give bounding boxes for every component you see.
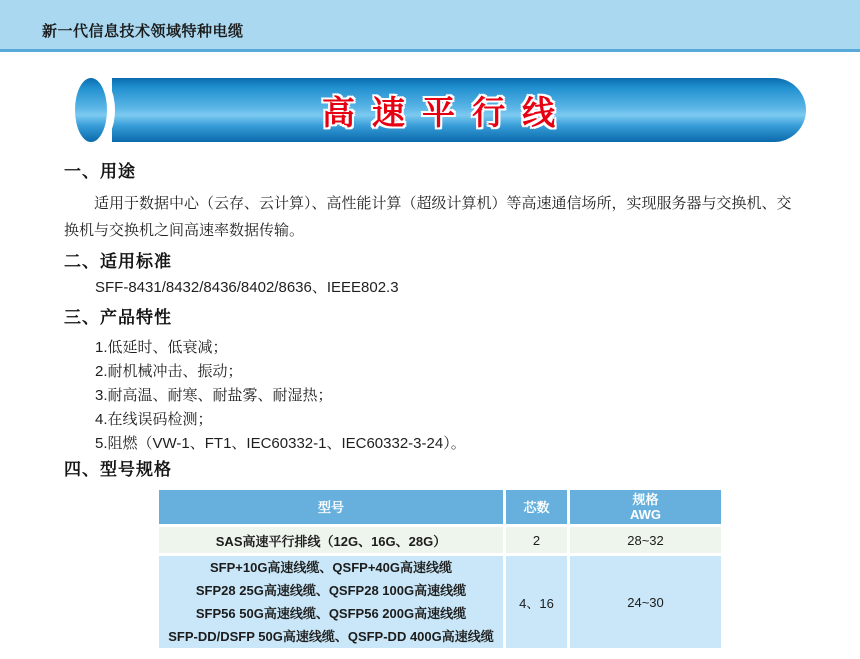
usage-paragraph: 适用于数据中心（云存、云计算）、高性能计算（超级计算机）等高速通信场所，实现服务器与交换机、交换机与交换机之间高速率数据传输。 — [64, 195, 792, 239]
feature-item: 4.在线误码检测； — [95, 411, 213, 428]
banner-title: 高 速 平 行 线 — [321, 93, 560, 131]
table-row-cores: 2 — [506, 527, 567, 553]
feature-list — [64, 336, 796, 456]
col-header-model: 型号 — [159, 490, 503, 524]
section-heading-models: 四、型号规格 — [64, 460, 172, 479]
col-header-awg-line1: 规格 — [632, 492, 659, 507]
table-row-awg: 24~30 — [570, 556, 721, 648]
feature-item: 3.耐高温、耐寒、耐盐雾、耐湿热； — [95, 387, 333, 404]
standards-line: SFF-8431/8432/8436/8402/8636、IEEE802.3 — [95, 279, 399, 296]
table-row-cores: 4、16 — [506, 556, 567, 648]
section-heading-usage: 一、用途 — [64, 162, 136, 181]
spec-table — [159, 490, 796, 648]
section-heading-features: 三、产品特性 — [64, 308, 172, 327]
table-row-model: SAS高速平行排线（12G、16G、28G） — [159, 527, 503, 553]
feature-item: 1.低延时、低衰减； — [95, 339, 228, 356]
table-row-awg: 28~32 — [570, 527, 721, 553]
feature-item: 5.阻燃（VW-1、FT1、IEC60332-1、IEC60332-3-24）。 — [95, 435, 466, 452]
col-header-cores: 芯数 — [506, 490, 567, 524]
page-kicker: 新一代信息技术领域特种电缆 — [42, 23, 244, 40]
col-header-awg — [570, 490, 721, 524]
topbar — [0, 0, 860, 52]
section-heading-standards: 二、适用标准 — [64, 252, 172, 271]
col-header-awg-line2: AWG — [629, 507, 662, 522]
feature-item: 2.耐机械冲击、振动； — [95, 363, 243, 380]
model-line: SFP-DD/DSFP 50G高速线缆、QSFP-DD 400G高速线缆 — [168, 629, 494, 644]
model-line: SFP28 25G高速线缆、QSFP28 100G高速线缆 — [195, 583, 467, 598]
table-row-model — [159, 556, 503, 648]
banner — [71, 78, 806, 142]
model-line: SFP+10G高速线缆、QSFP+40G高速线缆 — [209, 560, 452, 575]
model-line: SFP56 50G高速线缆、QSFP56 200G高速线缆 — [195, 606, 467, 621]
content — [64, 142, 796, 648]
